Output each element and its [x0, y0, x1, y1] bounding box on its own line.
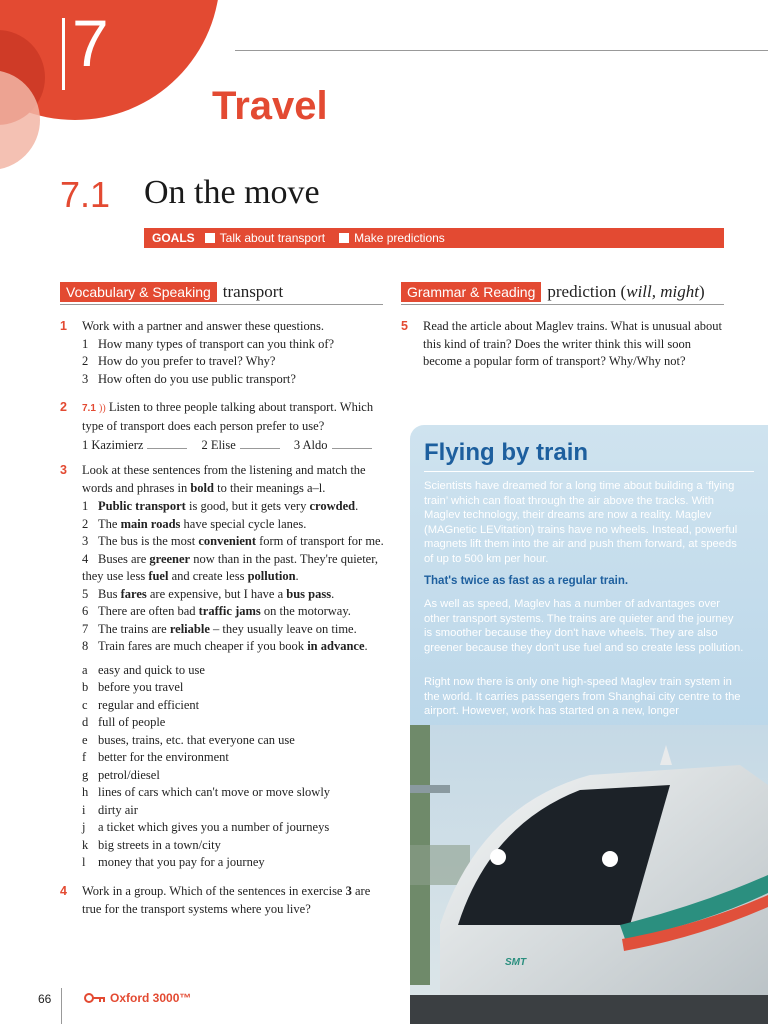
meaning-item: g petrol/diesel [82, 767, 160, 782]
article-paragraph: Right now there is only one high-speed Maglev train system in the world. It carries passengers from Shanghai city centre to the airport. However, work has started on a new, longer [424, 676, 741, 718]
meaning-item: l money that you pay for a journey [82, 855, 265, 869]
article-pull-quote: That's twice as fast as a regular train. [424, 575, 629, 587]
unit-title: Travel [212, 84, 328, 128]
section-rule [60, 304, 383, 305]
exercise-5 [401, 318, 731, 371]
exercise-instruction: Work in a group. Which of the sentences in exercise 3 are true for the transport systems where you live? [82, 884, 371, 916]
meaning-item: e buses, trains, etc. that everyone can use [82, 732, 295, 747]
exercise-3 [60, 462, 390, 872]
exercise-number: 2 [60, 400, 67, 414]
grammar-section-header [401, 282, 705, 302]
exercise-instruction: Work with a partner and answer these questions. [82, 319, 324, 333]
section-title: transport [222, 282, 284, 301]
answer-item: 1 Kazimierz [82, 437, 187, 455]
goal-item: Talk about transport [205, 231, 325, 245]
checkbox-icon [205, 233, 215, 243]
train-logo-text: SMT [505, 957, 527, 968]
meaning-item: f better for the environment [82, 750, 229, 764]
article-title: Flying by train [424, 439, 589, 466]
section-tag: Grammar & Reading [401, 282, 541, 302]
sentence-item: 1 Public transport is good, but it gets very crowded. [82, 499, 359, 513]
goals-bar [144, 228, 724, 248]
footer-divider [61, 988, 62, 1024]
answer-blank[interactable] [240, 448, 280, 449]
lesson-number: 7.1 [60, 174, 111, 215]
article-rule [424, 471, 754, 472]
meaning-item: k big streets in a town/city [82, 837, 221, 852]
audio-track-number: 7.1 [82, 403, 96, 414]
sentence-item: 7 The trains are reliable – they usually leave on time. [82, 621, 357, 636]
exercise-number: 3 [60, 463, 67, 477]
answer-blank[interactable] [147, 448, 187, 449]
meaning-item: c regular and efficient [82, 697, 200, 712]
answer-blank[interactable] [332, 448, 372, 449]
page-number: 66 [38, 992, 52, 1006]
sentence-item: 5 Bus fares are expensive, but I have a bus pass. [82, 586, 335, 601]
key-icon [84, 992, 106, 1004]
meaning-item: b before you travel [82, 680, 184, 694]
answer-item: 2 Elise [201, 437, 279, 455]
sentence-item: 8 Train fares are much cheaper if you book in advance. [82, 639, 368, 653]
list-item: 1 How many types of transport can you think of? [82, 336, 335, 351]
meaning-item: a easy and quick to use [82, 662, 205, 677]
listening-answers [82, 437, 390, 455]
exercise-instruction: 7.1 )) Listen to three people talking about transport. Which type of transport does each person prefer to use? [82, 400, 374, 433]
goals-label: GOALS [152, 231, 195, 245]
sentence-item: 6 There are often bad traffic jams on the motorway. [82, 604, 351, 618]
article-panel [410, 425, 768, 1024]
exercise-instruction: Look at these sentences from the listening and match the words and phrases in bold to their meanings a–l. [82, 463, 366, 495]
article-paragraph: Scientists have dreamed for a long time about building a ‘flying train’ which can float through the air above the tracks. With Maglev technology, their dreams are now a reality. Maglev (MAGnetic LEVitation) trains have no wheels. Instead, powerful magnets lift them into the air and push them forward, at speeds of up to 500 km per hour. [424, 480, 738, 565]
section-tag: Vocabulary & Speaking [60, 282, 217, 302]
meaning-item: j a ticket which gives you a number of journeys [82, 820, 330, 834]
list-item: 2 How do you prefer to travel? Why? [82, 354, 276, 368]
exercise-number: 5 [401, 319, 408, 333]
sentence-item: 4 Buses are greener now than in the past. They're quieter, [82, 551, 379, 566]
vocab-section-header [60, 282, 283, 302]
exercise-2 [60, 399, 390, 455]
section-title: prediction (will, might) [547, 282, 705, 301]
exercise-4 [60, 883, 390, 918]
sentence-item-continuation: they use less fuel and create less pollution. [82, 569, 299, 583]
article-paragraph: As well as speed, Maglev has a number of advantages over other transport systems. The trains are quieter and the journey is smoother because they don't have wheels. They are also greener because they don't use fuel and so create less pollution. [424, 598, 744, 654]
top-rule [235, 50, 768, 51]
lesson-title: On the move [144, 174, 320, 211]
oxford-3000-label: Oxford 3000™ [84, 991, 191, 1005]
exercise-number: 1 [60, 319, 67, 333]
exercise-instruction: Read the article about Maglev trains. What is unusual about this kind of train? Does the writer think this will soon become a popular form of transport? Why/Why not? [423, 319, 722, 368]
list-item: 3 How often do you use public transport? [82, 371, 296, 386]
exercise-1 [60, 318, 390, 388]
maglev-train-photo [410, 725, 768, 1024]
answer-item: 3 Aldo [294, 437, 372, 455]
sentence-item: 3 The bus is the most convenient form of transport for me. [82, 534, 384, 548]
unit-number: 7 [72, 6, 109, 80]
goal-item: Make predictions [339, 231, 445, 245]
audio-icon: )) [99, 403, 106, 414]
section-rule [401, 304, 724, 305]
exercise-number: 4 [60, 884, 67, 898]
checkbox-icon [339, 233, 349, 243]
unit-divider [62, 18, 65, 90]
meaning-item: i dirty air [82, 802, 138, 817]
meaning-item: d full of people [82, 715, 166, 729]
meaning-item: h lines of cars which can't move or move slowly [82, 785, 331, 799]
sentence-item: 2 The main roads have special cycle lanes. [82, 516, 307, 531]
